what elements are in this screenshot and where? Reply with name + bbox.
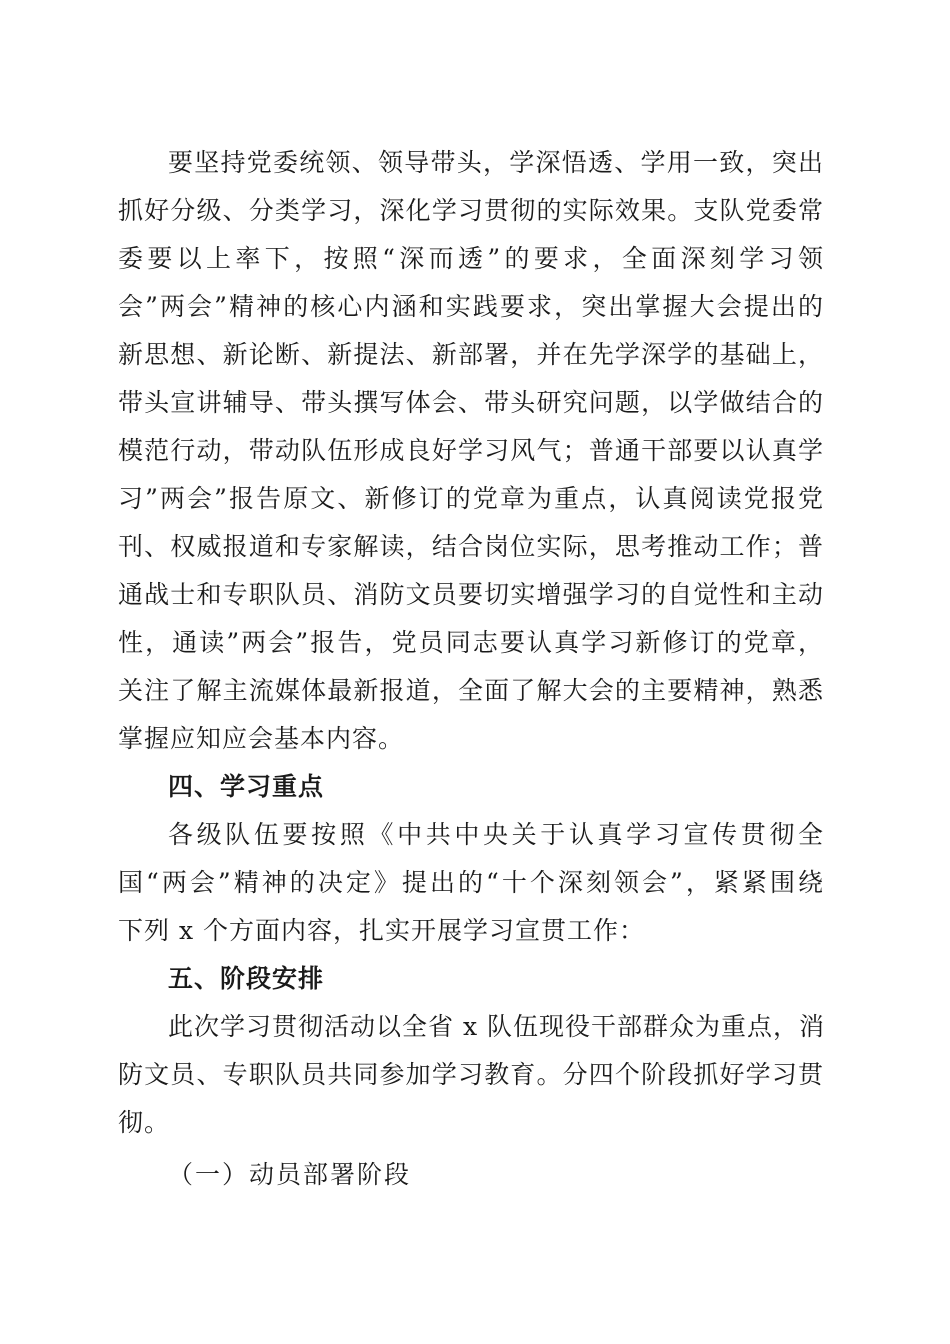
paragraph-1-line-2: 抓好分级、分类学习，深化学习贯彻的实际效果。支队党委常 [118,196,824,225]
section-5-subheading: （一）动员部署阶段 [168,1160,412,1189]
paragraph-1-line-1: 要坚持党委统领、领导带头，学深悟透、学用一致，突出 [168,148,824,177]
section-4-line-2: 国“两会”精神的决定》提出的“十个深刻领会”，紧紧围绕 [118,868,824,897]
section-5-line-3: 彻。 [118,1108,171,1137]
section-4-line-1: 各级队伍要按照《中共中央关于认真学习宣传贯彻全 [168,820,824,849]
section-4-line-3: 下列 x 个方面内容，扎实开展学习宣贯工作： [118,916,645,945]
section-5-heading: 五、阶段安排 [168,964,325,993]
paragraph-1-line-9: 刊、权威报道和专家解读，结合岗位实际，思考推动工作；普 [118,532,824,561]
paragraph-1-line-7: 模范行动，带动队伍形成良好学习风气；普通干部要以认真学 [118,436,824,465]
paragraph-1-line-5: 新思想、新论断、新提法、新部署，并在先学深学的基础上， [118,340,824,369]
section-5-line-2: 防文员、专职队员共同参加学习教育。分四个阶段抓好学习贯 [118,1060,824,1089]
paragraph-1-line-11: 性，通读”两会”报告，党员同志要认真学习新修订的党章， [118,628,824,657]
paragraph-1-line-8: 习”两会”报告原文、新修订的党章为重点，认真阅读党报党 [118,484,824,513]
paragraph-1-line-10: 通战士和专职队员、消防文员要切实增强学习的自觉性和主动 [118,580,824,609]
section-4-heading: 四、学习重点 [168,772,325,801]
paragraph-1-line-12: 关注了解主流媒体最新报道，全面了解大会的主要精神，熟悉 [118,676,824,705]
paragraph-1-line-6: 带头宣讲辅导、带头撰写体会、带头研究问题，以学做结合的 [118,388,824,417]
paragraph-1-line-13: 掌握应知应会基本内容。 [118,724,405,753]
paragraph-1-line-3: 委要以上率下，按照“深而透”的要求，全面深刻学习领 [118,244,824,273]
paragraph-1-line-4: 会”两会”精神的核心内涵和实践要求，突出掌握大会提出的 [118,292,824,321]
section-5-line-1: 此次学习贯彻活动以全省 x 队伍现役干部群众为重点，消 [168,1012,825,1041]
